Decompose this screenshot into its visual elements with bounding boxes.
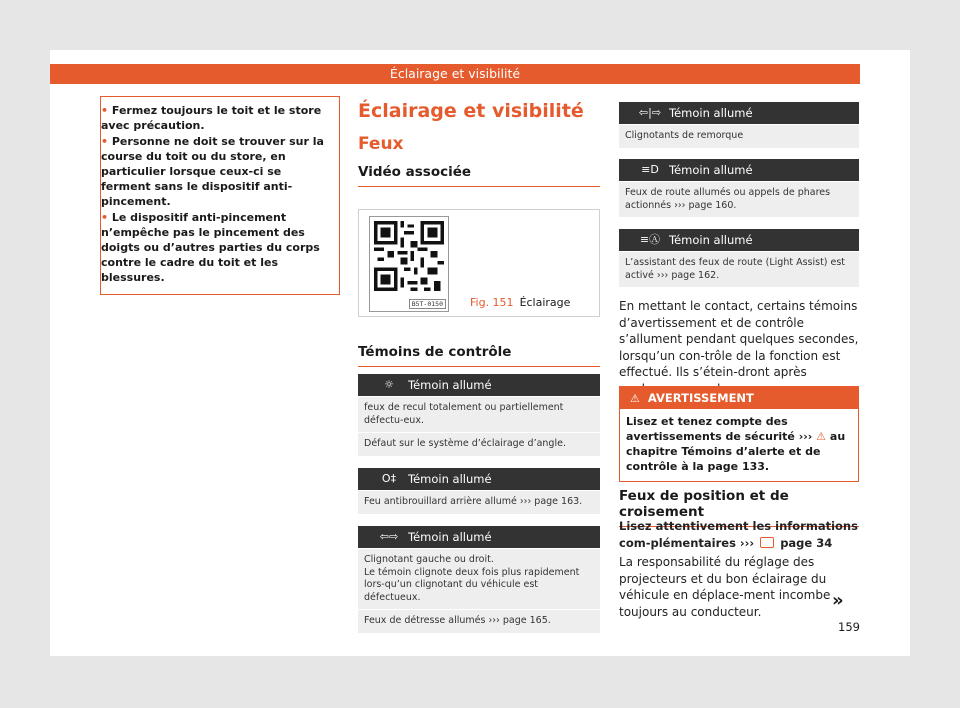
indicator-row: feux de recul totalement ou partiellement défectu-eux.: [358, 397, 600, 432]
warning-header: ⚠ AVERTISSEMENT: [620, 387, 858, 409]
bullet-icon: •: [101, 211, 109, 224]
indicator-row: Défaut sur le système d’éclairage d’angle.: [358, 433, 600, 456]
indicator-row: Clignotants de remorque: [619, 125, 859, 148]
indicator-card: [358, 468, 600, 514]
bullet-item: • Personne ne doit se trouver sur la course du toit ou du store, en particulier lorsque ceux-ci se ferment sans le dispositif anti-pincement.: [101, 135, 324, 208]
qr-code[interactable]: [369, 216, 449, 312]
qr-code-icon: [374, 221, 444, 291]
book-icon: [760, 537, 774, 548]
indicator-row: Feux de détresse allumés ››› page 165.: [358, 610, 600, 633]
indicator-card: [619, 102, 859, 148]
trailer-turn-signal-icon: ⇦|⇨: [638, 106, 662, 119]
chapter-header: Éclairage et visibilité: [50, 64, 860, 84]
continue-marker: »: [832, 590, 844, 611]
section-heading: Témoins de contrôle: [358, 344, 600, 367]
column-left: [100, 96, 340, 295]
light-assist-icon: ≡Ⓐ: [639, 233, 661, 246]
indicator-header: ☼ Témoin allumé: [358, 374, 600, 396]
bold-note: Lisez attentivement les informations com-plémentaires ››› page 34: [619, 519, 858, 550]
indicator-header: ⇦⇨ Témoin allumé: [358, 526, 600, 548]
indicator-card: [358, 526, 600, 633]
warning-triangle-icon: ⚠: [816, 430, 827, 443]
indicator-card: [619, 159, 859, 217]
warning-triangle-icon: ⚠: [630, 392, 640, 405]
indicator-header: O‡ Témoin allumé: [358, 468, 600, 490]
indicator-card: [358, 374, 600, 456]
indicator-card: [619, 229, 859, 287]
warning-box: [619, 386, 859, 482]
indicator-row: L’assistant des feux de route (Light Assist) est activé ››› page 162.: [619, 252, 859, 287]
high-beam-icon: ≡D: [641, 163, 659, 176]
body-paragraph: La responsabilité du réglage des projecteurs et du bon éclairage du véhicule en déplace-ment incombe toujours au conducteur.: [619, 555, 831, 619]
page-title: Éclairage et visibilité: [358, 100, 584, 122]
warning-link[interactable]: au chapitre Témoins d’alerte et de contrôle à la page 133.: [626, 430, 846, 473]
indicator-header: ≡Ⓐ Témoin allumé: [619, 229, 859, 251]
reverse-light-icon: ☼: [384, 378, 394, 391]
bullet-item: • Le dispositif anti-pincement n’empêche pas le pincement des doigts ou d’autres parties du corps contre le cadre du toit et les blessures.: [101, 211, 320, 284]
bullet-icon: •: [101, 135, 109, 148]
bullet-item: • Fermez toujours le toit et le store avec précaution.: [101, 104, 322, 132]
rear-fog-light-icon: O‡: [381, 472, 397, 485]
bullet-icon: •: [101, 104, 109, 117]
safety-box: [100, 96, 340, 295]
figure-box: [358, 209, 600, 317]
indicator-row: Feux de route allumés ou appels de phares actionnés ››› page 160.: [619, 182, 859, 217]
page-number: 159: [838, 620, 860, 634]
indicator-header: ≡D Témoin allumé: [619, 159, 859, 181]
turn-signal-icon: ⇦⇨: [379, 530, 399, 543]
video-heading: Vidéo associée: [358, 164, 600, 187]
figure-caption: Fig. 151 Éclairage: [470, 296, 571, 309]
page-link[interactable]: page 34: [780, 535, 833, 550]
warning-text: Lisez et tenez compte des avertissements de sécurité ››› ⚠ au chapitre Témoins d’alerte et de contrôle à la page 133.: [626, 415, 846, 473]
indicator-row: Feu antibrouillard arrière allumé ››› page 163.: [358, 491, 600, 514]
indicator-header: ⇦|⇨ Témoin allumé: [619, 102, 859, 124]
column-right: [619, 102, 859, 619]
section-heading: Feux de position et de croisement: [619, 488, 859, 527]
figure-code: B5T-0150: [409, 299, 446, 309]
body-paragraph: En mettant le contact, certains témoins d’avertissement et de contrôle s’allument pendant quelques secondes, lorsqu’un con-trôle de la fonction est effectué. Ils s’étein-dront après: [619, 299, 859, 379]
indicator-row: Clignotant gauche ou droit. Le témoin clignote deux fois plus rapidement lors-qu’un clignotant du véhicule est défectueux.: [358, 549, 600, 609]
section-subtitle: Feux: [358, 134, 404, 154]
column-middle: [358, 96, 600, 636]
